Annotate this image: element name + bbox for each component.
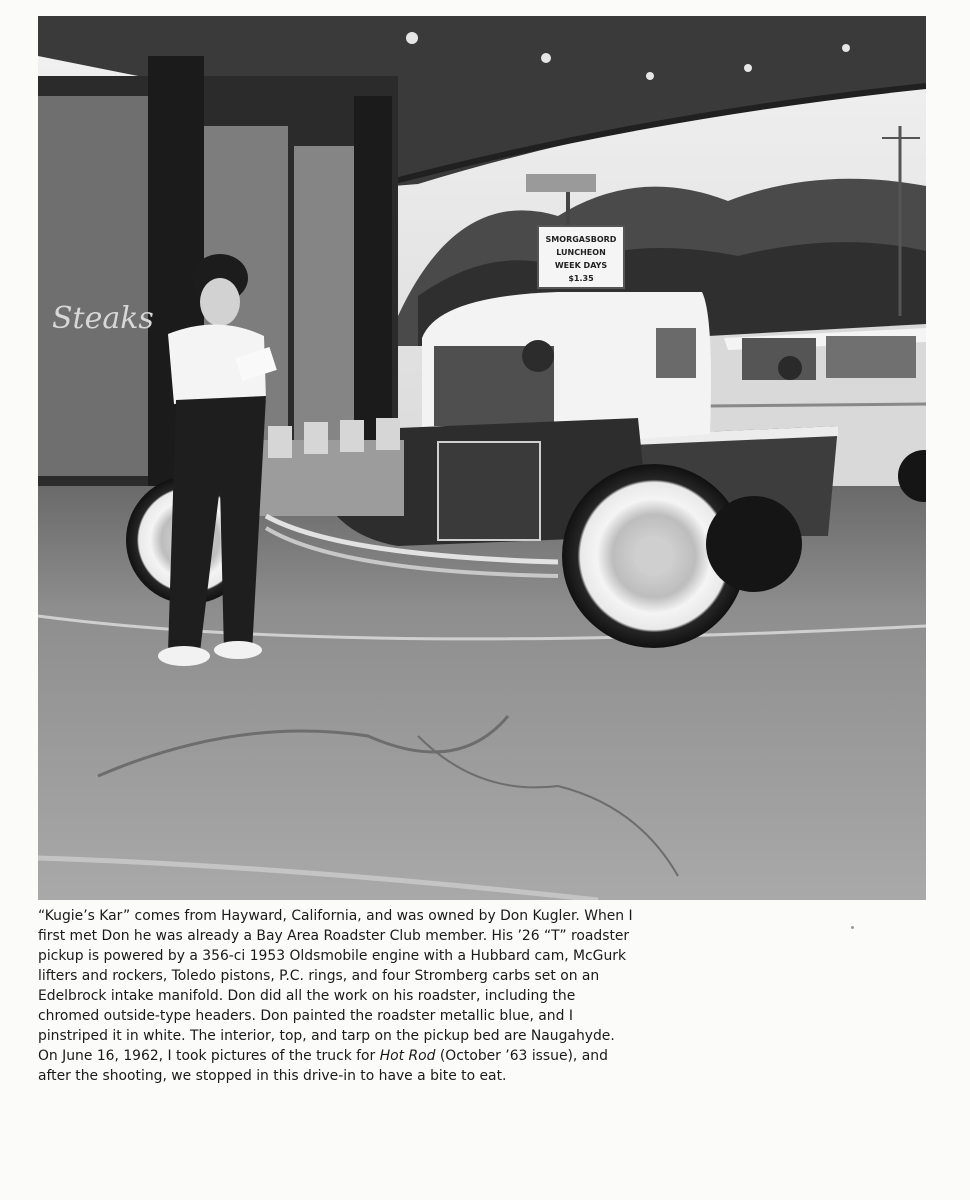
window-pane (38, 96, 148, 476)
driver (522, 340, 554, 372)
canopy-light (406, 32, 418, 44)
svg-text:$1.35: $1.35 (568, 274, 594, 283)
svg-text:LUNCHEON: LUNCHEON (556, 248, 606, 257)
paper-speck (851, 926, 854, 929)
steaks-window-sign: Steaks (52, 301, 154, 336)
caption-publication: Hot Rod (379, 1048, 436, 1064)
window-pane (294, 146, 354, 446)
caption-text: “Kugie’s Kar” comes from Hayward, California, and was owned by Don Kugler. When I first met Don he was already a Bay Area Roadster Club member. His ’26 “T” roadster pickup is powered by a 356-ci 1953 Oldsmobile engine with a Hubbard cam, McGurk lifters and rockers, Toledo pistons, P.C. rings, and four Stromberg carbs set on an Edelbrock intake manifold. Don did all the work on his roadster, including the chromed outside-type headers. Don painted the roadster metallic blue, and I pinstriped it in white. The interior, top, and tarp on the pickup bed are Naugahyde. On June 16, 1962, I took pictures of the truck for (38, 908, 633, 1064)
svg-text:WEEK DAYS: WEEK DAYS (554, 261, 608, 270)
drive-in-scene (38, 16, 926, 900)
white-shoe (158, 646, 210, 666)
black-and-white-photograph (38, 16, 926, 900)
svg-text:SMORGASBORD: SMORGASBORD (545, 235, 617, 244)
pinstriped-door (438, 442, 540, 540)
white-shoe (214, 641, 262, 659)
face (200, 278, 240, 326)
photo-caption (38, 906, 638, 1086)
caption-text-end: (October ’63 issue), and after the shooting, we stopped in this drive-in to have a bite to eat. (38, 1048, 608, 1084)
